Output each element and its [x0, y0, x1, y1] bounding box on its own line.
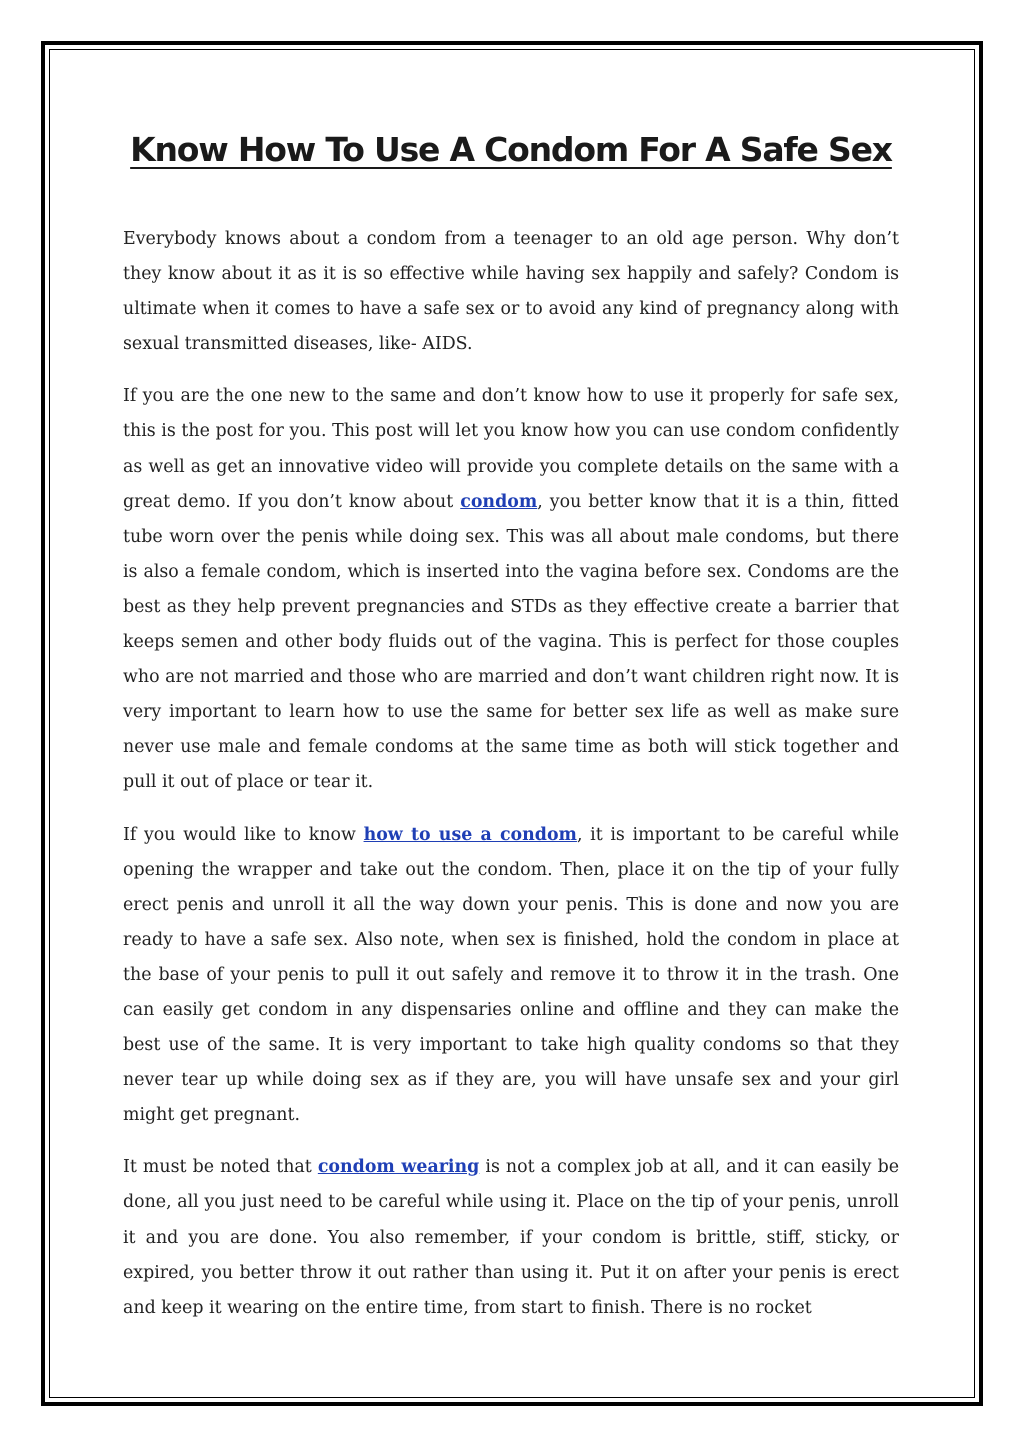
paragraph-1-text: Everybody knows about a condom from a teenager to an old age person. Why don’t they know about it as it is so effective while having sex happily and safely? Condom is ultimate when it comes to have a safe sex or to avoid any kind of pregnancy along with sexual transmitted diseases, like- AIDS. — [123, 229, 899, 355]
paragraph-2-text-before: If you are the one new to the same and don’t know how to use it properly for safe sex, this is the post for you. This post will let you know how you can use condom confidently as well as get an innovative video will provide you complete details on the same with a great demo. If you don’t know about — [123, 386, 899, 512]
paragraph-2-text-after: , you better know that it is a thin, fitted tube worn over the penis while doing sex. This was all about male condoms, but there is also a female condom, which is inserted into the vagina before sex. Condoms are the best as they help prevent pregnancies and STDs as they effective create a barrier that keeps semen and other body fluids out of the vagina. This is perfect for those couples who are not married and those who are married and don’t want children right now. It is very important to learn how to use the same for better sex life as well as make sure never use male and female condoms at the same time as both will stick together and pull it out of place or tear it. — [123, 491, 899, 793]
paragraph-3-text-after: , it is important to be careful while opening the wrapper and take out the condom. Then, place it on the tip of your fully erect penis and unroll it all the way down your penis. This is done and now you are ready to have a safe sex. Also note, when sex is finished, hold the condom in place at the base of your penis to pull it out safely and remove it to throw it in the trash. One can easily get condom in any dispensaries online and offline and they can make the best use of the same. It is very important to take high quality condoms so that they never tear up while doing sex as if they are, you will have unsafe sex and your girl might get pregnant. — [123, 824, 899, 1126]
document-body — [123, 118, 899, 1343]
paragraph-2 — [123, 379, 899, 800]
paragraph-4-text-before: It must be noted that — [123, 1157, 318, 1178]
document-title: Know How To Use A Condom For A Safe Sex — [130, 130, 892, 169]
how-to-use-a-condom-link[interactable]: how to use a condom — [363, 824, 577, 845]
condom-wearing-link[interactable]: condom wearing — [317, 1157, 480, 1178]
paragraph-4 — [123, 1150, 899, 1325]
paragraph-3-text-before: If you would like to know — [123, 824, 364, 845]
paragraph-3 — [123, 818, 899, 1134]
paragraph-1 — [123, 222, 899, 362]
paragraph-4-text-after: is not a complex job at all, and it can easily be done, all you just need to be careful while using it. Place on the tip of your penis, unroll it and you are done. You also remember, if your condom is brittle, stiff, sticky, or expired, you better throw it out rather than using it. Put it on after your penis is erect and keep it wearing on the entire time, from start to finish. There is no rocket — [123, 1157, 899, 1318]
condom-link[interactable]: condom — [460, 491, 538, 512]
